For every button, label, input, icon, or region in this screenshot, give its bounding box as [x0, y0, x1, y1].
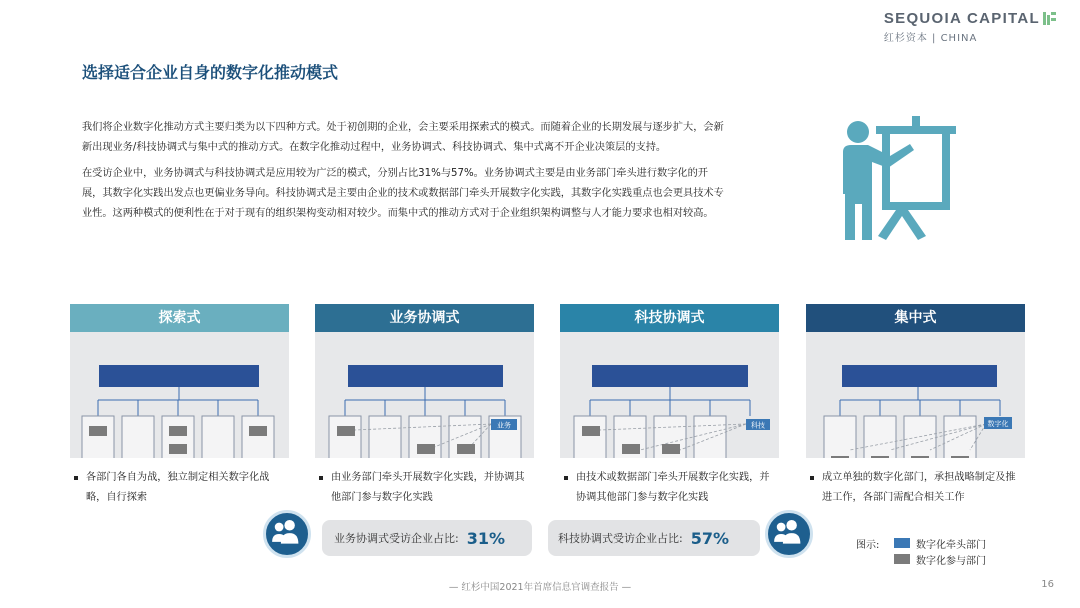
dept-boxes [574, 416, 726, 458]
sequoia-mark-icon [1043, 12, 1056, 25]
stat-business [322, 520, 532, 556]
page-title: 选择适合企业自身的数字化推动模式 [82, 63, 339, 82]
card-note: 由业务部门牵头开展数字化实践，并协调其他部门参与数字化实践 [315, 468, 534, 508]
org-diagram [806, 332, 1025, 458]
card-title: 科技协调式 [560, 304, 779, 332]
top-box [842, 365, 997, 387]
top-box [99, 365, 259, 387]
lead-tag-label: 科技 [751, 421, 765, 430]
legend-item: 数字化参与部门 [916, 555, 986, 567]
org-chart [806, 332, 1025, 458]
paragraph: 我们将企业数字化推动方式主要归类为以下四种方式。处于初创期的企业，会主要采用探索式的模式。而随着企业的长期发展与逐步扩大，会新新出现业务/科技协调式与集中式的推动方式。在数字化推动过程中，业务协调式、科技协调式、集中式离不开企业决策层的支持。 [82, 122, 724, 153]
stat-value: 31% [466, 528, 506, 548]
card-centralized [806, 304, 1025, 508]
card-title: 业务协调式 [315, 304, 534, 332]
card-note: 由技术或数据部门牵头开展数字化实践，并协调其他部门参与数字化实践 [560, 468, 779, 508]
card-tech-coordinated [560, 304, 779, 508]
card-title: 探索式 [70, 304, 289, 332]
legend-swatch-participant [894, 554, 910, 564]
card-note: 成立单独的数字化部门，承担战略制定及推进工作，各部门需配合相关工作 [806, 468, 1025, 508]
page-number: 16 [1041, 579, 1054, 590]
footer-text: — 红杉中国2021年首席信息官调查报告 — [448, 582, 632, 593]
lead-tag-label: 业务 [497, 421, 511, 430]
legend-swatch-lead [894, 538, 910, 548]
stat-label: 科技协调式受访企业占比: [558, 532, 683, 545]
sequoia-logo [884, 10, 1056, 44]
org-diagram [315, 332, 534, 458]
card-business-coordinated [315, 304, 534, 508]
org-chart [315, 332, 534, 458]
stat-label: 业务协调式受访企业占比: [334, 532, 459, 545]
org-diagram [70, 332, 289, 458]
logo-subtitle: 红杉资本 | CHINA [883, 33, 978, 44]
connectors [840, 387, 1000, 416]
stat-value: 57% [690, 528, 730, 548]
people-icon [765, 510, 813, 558]
dept-boxes [824, 416, 976, 458]
org-chart [70, 332, 289, 458]
connectors [98, 387, 258, 416]
org-chart [560, 332, 779, 458]
card-exploratory [70, 304, 289, 508]
logo-name: SEQUOIA CAPITAL [883, 10, 1040, 27]
presenter-icon [838, 112, 958, 247]
intro-text [82, 118, 727, 230]
legend-label: 图示: [856, 539, 880, 551]
legend-item: 数字化牵头部门 [916, 539, 986, 551]
card-note: 各部门各自为战，独立制定相关数字化战略，自行探索 [70, 468, 289, 508]
legend [856, 535, 986, 567]
paragraph: 在受访企业中，业务协调式与科技协调式是应用较为广泛的模式，分别占比31%与57%。业务协调式主要是由业务部门牵头进行数字化的开展，其数字化实践出发点也更偏业务导向。科技协调式是主要由企业的技术或数据部门牵头开展数字化实践，其数字化实践重点也会更具技术专业性。这两种模式的便利性在于对于现有的组织架构变动相对较少。而集中式的推动方式对于企业组织架构调整与人才能力要求也相对较高。 [82, 168, 724, 219]
top-box [348, 365, 503, 387]
lead-tag-label: 数字化 [987, 420, 1009, 428]
connectors [590, 387, 750, 416]
org-diagram [560, 332, 779, 458]
people-icon [263, 510, 311, 558]
stat-tech [548, 520, 760, 556]
connectors [345, 387, 505, 416]
top-box [592, 365, 748, 387]
card-title: 集中式 [806, 304, 1025, 332]
